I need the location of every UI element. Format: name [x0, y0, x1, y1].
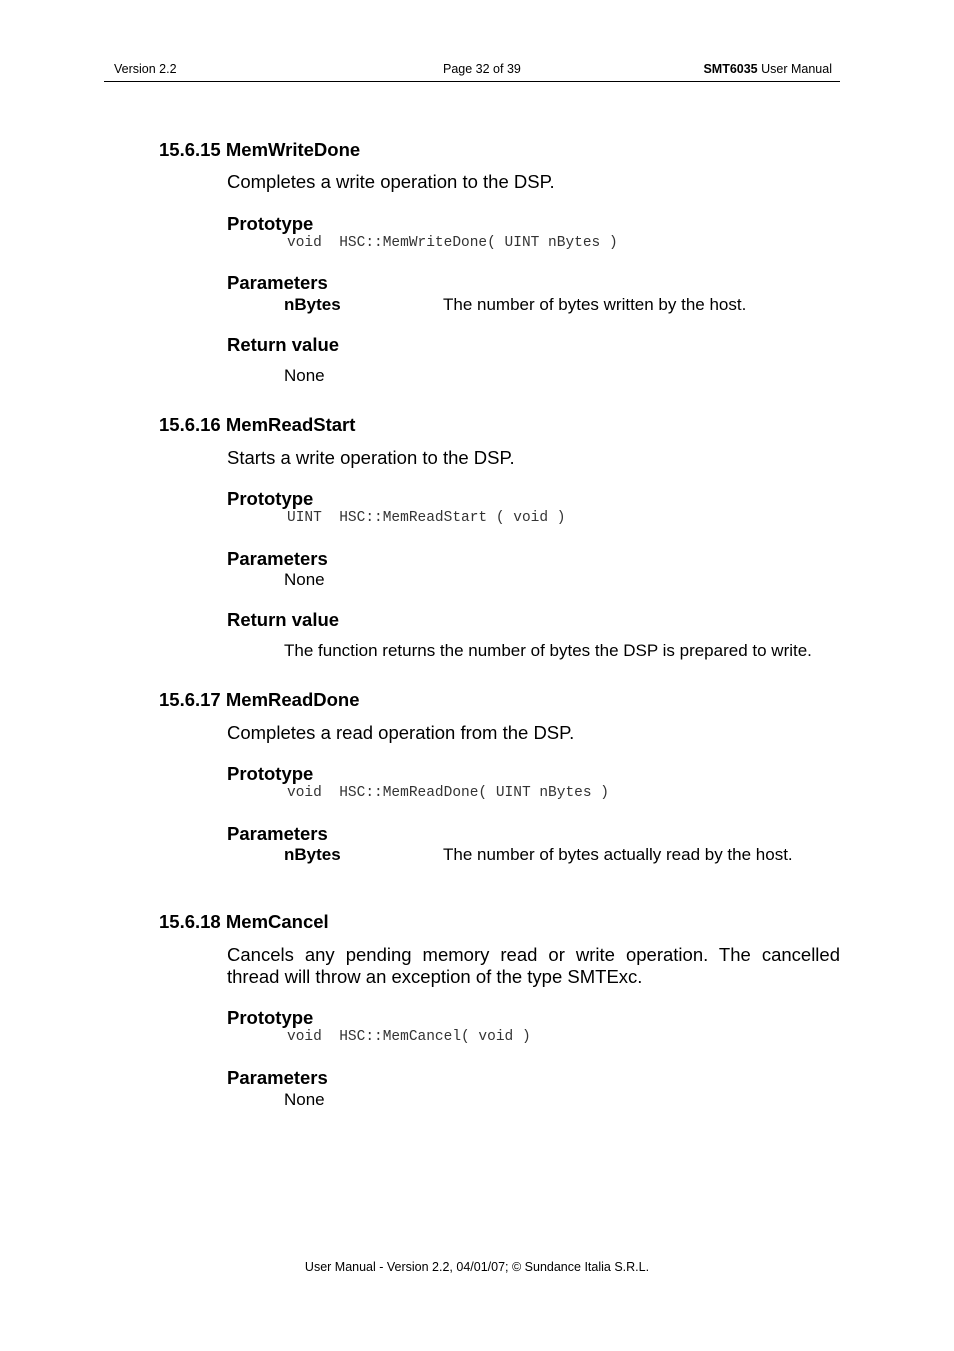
param-name: nBytes: [284, 295, 341, 314]
parameters-value: None: [284, 1090, 325, 1109]
param-description: The number of bytes written by the host.: [443, 295, 747, 314]
prototype-heading: Prototype: [227, 213, 314, 234]
prototype-heading: Prototype: [227, 763, 314, 784]
page-header: [104, 61, 840, 82]
section-description: Completes a write operation to the DSP.: [227, 171, 555, 192]
prototype-code: UINT HSC::MemReadStart ( void ): [287, 510, 566, 526]
return-value: None: [284, 366, 325, 385]
section-description: Cancels any pending memory read or write operation. The cancelled thread will throw an exception of the type SMTExc.: [227, 944, 840, 987]
header-page-number: Page 32 of 39: [443, 62, 521, 76]
parameters-heading: Parameters: [227, 823, 328, 844]
section-title-memcancel: 15.6.18 MemCancel: [159, 911, 329, 932]
param-name: nBytes: [284, 845, 341, 864]
header-document-title: [703, 62, 832, 76]
prototype-heading: Prototype: [227, 488, 314, 509]
return-value: The function returns the number of bytes the DSP is prepared to write.: [284, 641, 812, 660]
prototype-heading: Prototype: [227, 1007, 314, 1028]
parameters-heading: Parameters: [227, 548, 328, 569]
section-title-memreadstart: 15.6.16 MemReadStart: [159, 414, 356, 435]
param-description: The number of bytes actually read by the host.: [443, 845, 793, 864]
prototype-code: void HSC::MemWriteDone( UINT nBytes ): [287, 235, 618, 251]
header-doc-type: User Manual: [761, 62, 832, 76]
return-value-heading: Return value: [227, 609, 340, 630]
section-description: Completes a read operation from the DSP.: [227, 722, 575, 743]
section-description: Starts a write operation to the DSP.: [227, 447, 515, 468]
parameters-heading: Parameters: [227, 272, 328, 293]
return-value-heading: Return value: [227, 334, 340, 355]
page-footer: User Manual - Version 2.2, 04/01/07; © Sundance Italia S.R.L.: [304, 1260, 650, 1274]
header-product: SMT6035: [703, 62, 758, 76]
prototype-code: void HSC::MemReadDone( UINT nBytes ): [287, 785, 609, 801]
section-title-memreaddone: 15.6.17 MemReadDone: [159, 689, 360, 710]
header-version: Version 2.2: [114, 62, 177, 76]
prototype-code: void HSC::MemCancel( void ): [287, 1029, 531, 1045]
section-title-memwritedone: 15.6.15 MemWriteDone: [159, 139, 361, 160]
parameters-value: None: [284, 570, 325, 589]
parameters-heading: Parameters: [227, 1067, 328, 1088]
